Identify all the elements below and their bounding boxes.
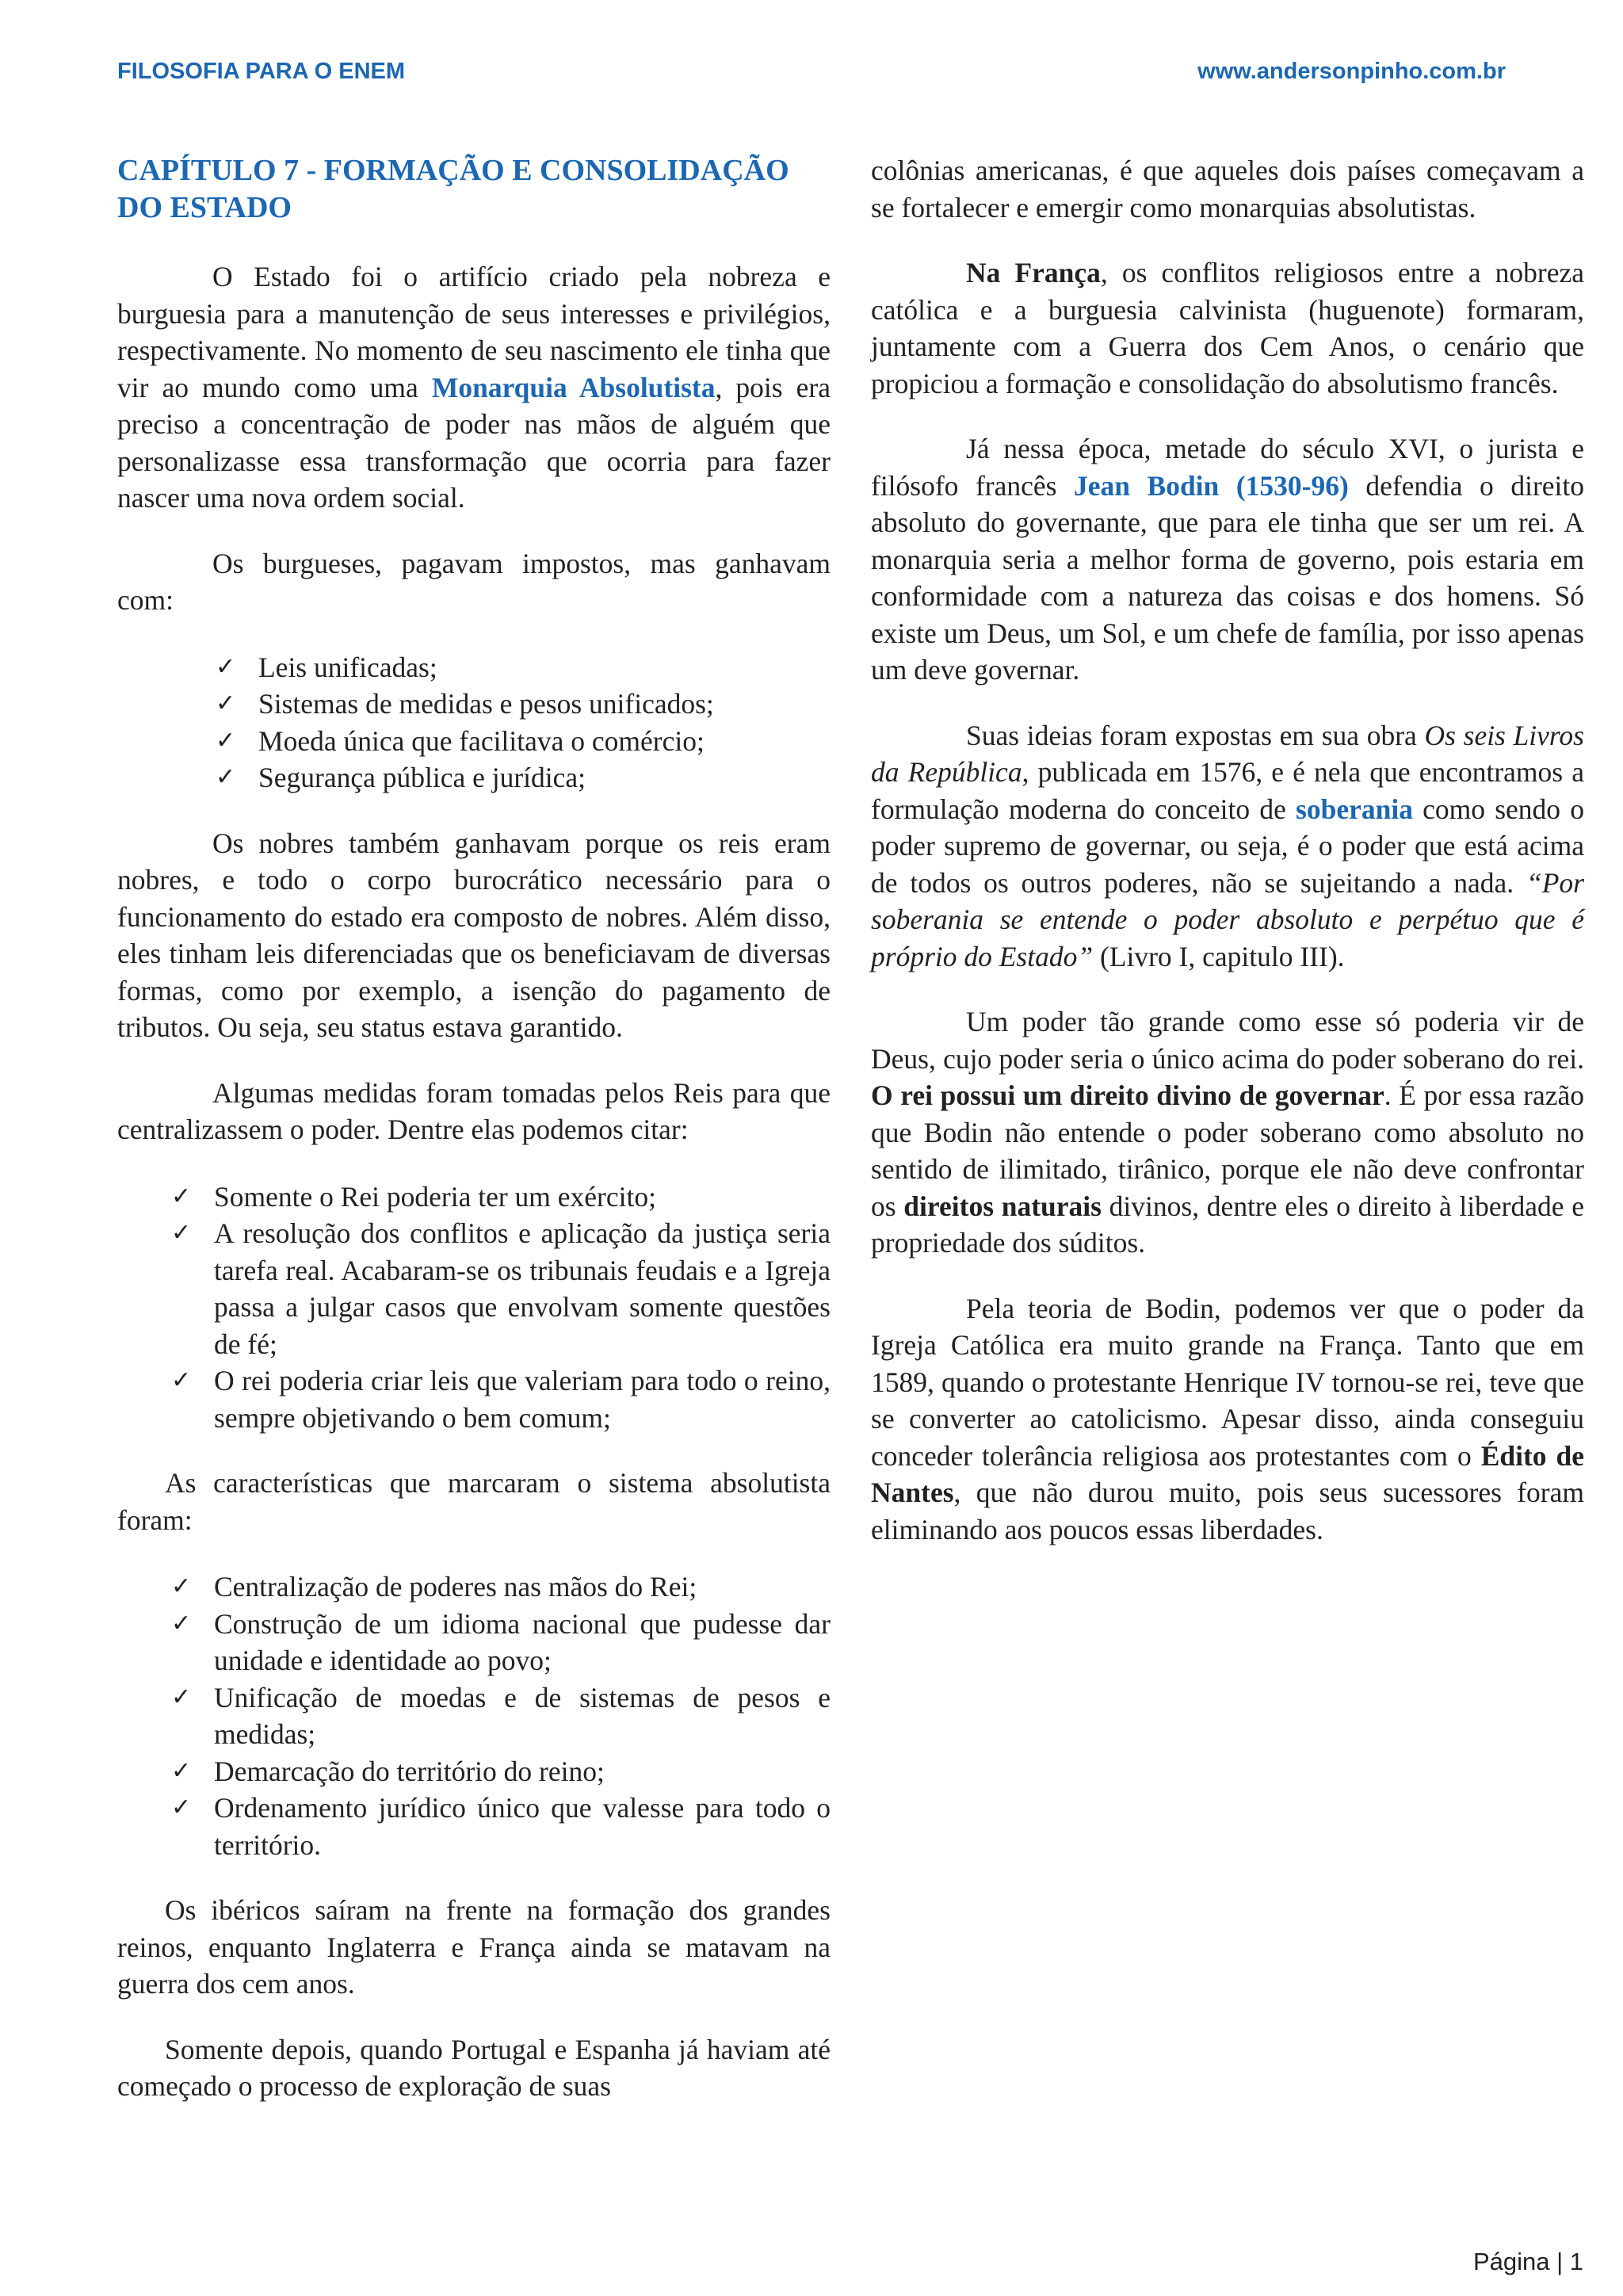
paragraph-colonias: colônias americanas, é que aqueles dois países começavam a se fortalecer e emergir como monarquias absolutistas.: [871, 155, 1584, 223]
list-item: ✓ Somente o Rei poderia ter um exército;: [214, 1179, 831, 1216]
list-item: ✓ Ordenamento jurídico único que valesse para todo o território.: [214, 1790, 831, 1863]
highlight-soberania: soberania: [1296, 793, 1413, 825]
list-medidas-reis: [171, 1179, 831, 1437]
list-item: ✓ A resolução dos conflitos e aplicação da justiça seria tarefa real. Acabaram-se os tribunais feudais e a Igreja passa a julgar casos que envolvam somente questões de fé;: [214, 1215, 831, 1362]
right-column: [871, 152, 1584, 1548]
paragraph-medidas: Algumas medidas foram tomadas pelos Reis para que centralizassem o poder. Dentre elas podemos citar:: [117, 1076, 831, 1145]
check-icon: ✓: [216, 726, 236, 755]
list-item: ✓ Segurança pública e jurídica;: [258, 759, 831, 797]
paragraph-bodin: Já nessa época, metade do século XVI, o jurista e filósofo francês Jean Bodin (1530-96) defendia o direito absoluto do governante, que para ele tinha que ser um rei. A monarquia seria a melhor forma de governo, pois estaria em conformidade com a natureza das coisas e dos homens. Só existe um Deus, um Sol, e um chefe de família, por isso apenas um deve governar.: [871, 433, 1585, 686]
check-icon: ✓: [171, 1182, 192, 1210]
highlight-jean-bodin: Jean Bodin (1530-96): [1073, 469, 1349, 502]
check-icon: ✓: [171, 1794, 192, 1821]
check-icon: ✓: [171, 1219, 192, 1247]
check-icon: ✓: [171, 1683, 192, 1711]
highlight-direitos-naturais: direitos naturais: [903, 1190, 1102, 1222]
quote-soberania: “Por soberania se entende o poder absoluto e perpétuo que é próprio do Estado”: [871, 866, 1584, 972]
paragraph-franca: Na França, os conflitos religiosos entre a nobreza católica e a burguesia calvinista (huguenote) formaram, juntamente com a Guerra dos Cem Anos, o cenário que propiciou a formação e consolidação do absolutismo francês.: [871, 257, 1584, 399]
list-item: ✓ Moeda única que facilitava o comércio;: [258, 723, 831, 760]
list-item: ✓ Unificação de moedas e de sistemas de pesos e medidas;: [214, 1679, 831, 1753]
paragraph-caracteristicas: As características que marcaram o sistema absolutista foram:: [117, 1467, 831, 1536]
paragraph-soberania: Suas ideias foram expostas em sua obra Os seis Livros da República, publicada em 1576, e é nela que encontramos a formulação moderna do conceito de soberania como sendo o poder supremo de governar, ou seja, é o poder que está acima de todos os outros poderes, não se sujeitando a nada. “Por soberania se entende o poder absoluto e perpétuo que é próprio do Estado” (Livro I, capitulo III).: [871, 719, 1584, 972]
paragraph-burgueses: Os burgueses, pagavam impostos, mas ganhavam com:: [117, 547, 831, 616]
check-icon: ✓: [171, 1572, 192, 1600]
list-burgueses-ganhos: [216, 649, 831, 797]
page-number: Página | 1: [1472, 2248, 1583, 2275]
list-item: ✓ Construção de um idioma nacional que pudesse dar unidade e identidade ao povo;: [214, 1606, 831, 1679]
chapter-title: CAPÍTULO 7 - FORMAÇÃO E CONSOLIDAÇÃO DO ESTADO: [117, 154, 789, 224]
check-icon: ✓: [171, 1756, 192, 1785]
check-icon: ✓: [171, 1366, 192, 1394]
paragraph-ibericos: Os ibéricos saíram na frente na formação dos grandes reinos, enquanto Inglaterra e França ainda se matavam na guerra dos cem anos.: [117, 1894, 831, 2000]
check-icon: ✓: [216, 690, 236, 717]
header-title: FILOSOFIA PARA O ENEM: [117, 59, 406, 84]
list-item: ✓ Demarcação do território do reino;: [214, 1753, 831, 1790]
header-website-link[interactable]: www.andersonpinho.com.br: [1197, 59, 1506, 84]
check-icon: ✓: [216, 652, 236, 681]
highlight-monarquia-absolutista: Monarquia Absolutista: [431, 371, 716, 403]
list-item: ✓ Centralização de poderes nas mãos do Rei;: [214, 1568, 831, 1606]
highlight-edito-de-nantes: Édito de Nantes: [871, 1439, 1584, 1508]
check-icon: ✓: [171, 1609, 192, 1637]
left-column: [117, 152, 831, 2105]
highlight-na-franca: Na França: [966, 257, 1101, 288]
list-item: ✓ Sistemas de medidas e pesos unificados;: [258, 686, 831, 723]
book-title: Os seis Livros da República: [871, 719, 1584, 788]
paragraph-estado: O Estado foi o artifício criado pela nobreza e burguesia para a manutenção de seus interesses e privilégios, respectivamente. No momento de seu nascimento ele tinha que vir ao mundo como uma Monarquia Absolutista, pois era preciso a concentração de poder nas mãos de alguém que personalizasse essa transformação que ocorria para fazer nascer uma nova ordem social.: [117, 261, 831, 514]
paragraph-direito-divino: Um poder tão grande como esse só poderia vir de Deus, cujo poder seria o único acima do poder soberano do rei. O rei possui um direito divino de governar. É por essa razão que Bodin não entende o poder soberano como absoluto no sentido de ilimitado, tirânico, porque ele não deve confrontar os direitos naturais divinos, dentre eles o direito à liberdade e propriedade dos súditos.: [871, 1006, 1584, 1259]
list-item: ✓ Leis unificadas;: [258, 649, 831, 686]
list-item: ✓ O rei poderia criar leis que valeriam para todo o reino, sempre objetivando o bem comum;: [214, 1362, 831, 1436]
paragraph-portugal-espanha: Somente depois, quando Portugal e Espanha já haviam até começado o processo de exploração de suas: [117, 2033, 831, 2102]
highlight-direito-divino: O rei possui um direito divino de governar: [871, 1079, 1384, 1111]
paragraph-nobres: Os nobres também ganhavam porque os reis eram nobres, e todo o corpo burocrático necessário para o funcionamento do estado era composto de nobres. Além disso, eles tinham leis diferenciadas que os beneficiavam de diversas formas, como por exemplo, a isenção do pagamento de tributos. Ou seja, seu status estava garantido.: [117, 827, 831, 1043]
list-caracteristicas: [171, 1568, 831, 1863]
check-icon: ✓: [216, 763, 236, 791]
paragraph-igreja-catolica: Pela teoria de Bodin, podemos ver que o poder da Igreja Católica era muito grande na França. Tanto que em 1589, quando o protestante Henrique IV tornou-se rei, teve que se converter ao catolicismo. Apesar disso, ainda conseguiu conceder tolerância religiosa aos protestantes com o Édito de Nantes, que não durou muito, pois seus sucessores foram eliminando aos poucos essas liberdades.: [871, 1292, 1584, 1545]
